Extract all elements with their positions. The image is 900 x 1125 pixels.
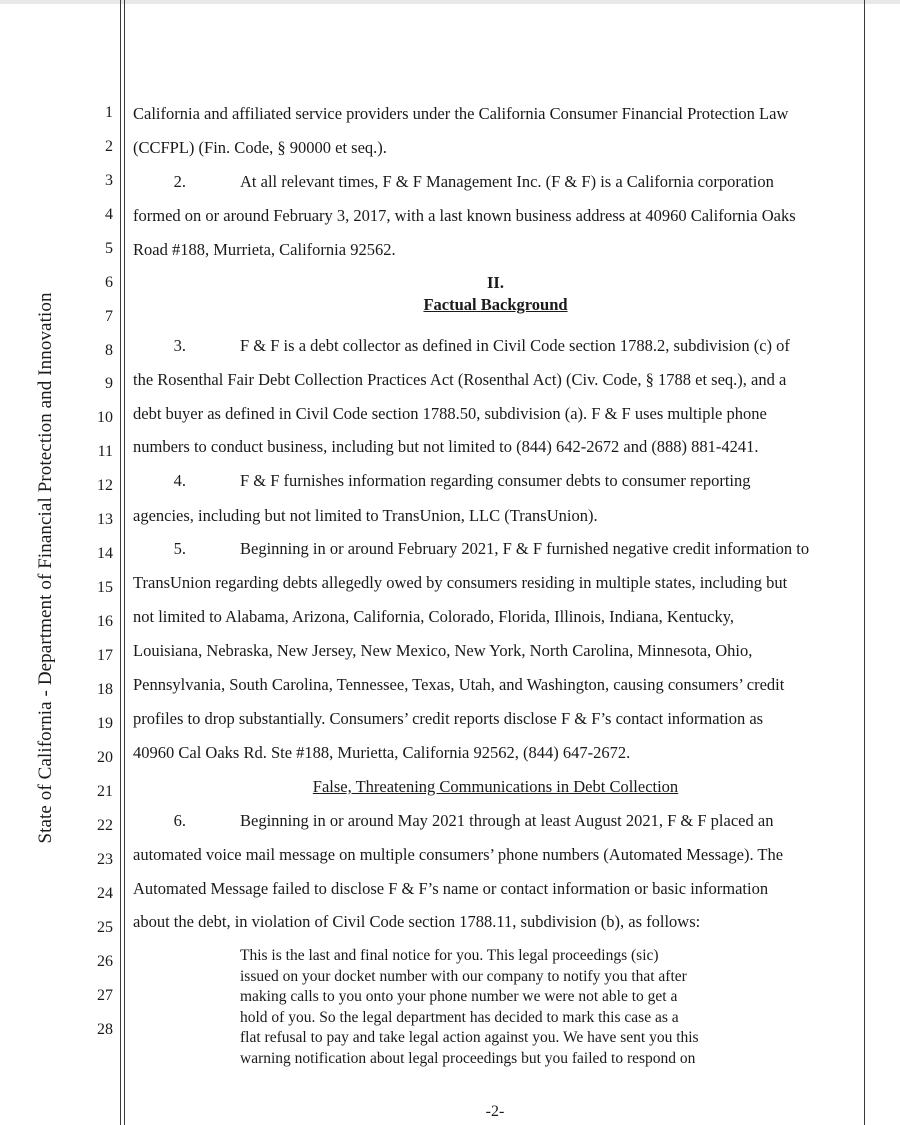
- paragraph-6-first-line: [133, 811, 773, 831]
- quote-line: warning notification about legal proceedings but you failed to respond on: [240, 1049, 696, 1067]
- line-number: 7: [105, 308, 113, 325]
- line-number: 17: [97, 647, 113, 664]
- line-number: 3: [105, 172, 113, 189]
- body-text: Beginning in or around May 2021 through at least August 2021, F & F placed an: [240, 811, 774, 830]
- line-number: 2: [105, 138, 113, 155]
- quote-line: This is the last and final notice for you. This legal proceedings (sic): [240, 947, 659, 964]
- body-text: Beginning in or around February 2021, F & F furnished negative credit information to: [240, 539, 810, 558]
- line-number: 20: [97, 749, 113, 766]
- body-line: Louisiana, Nebraska, New Jersey, New Mexico, New York, North Carolina, Minnesota, Ohio,: [133, 641, 753, 660]
- body-line: about the debt, in violation of Civil Code section 1788.11, subdivision (b), as follows:: [133, 912, 701, 931]
- body-line: formed on or around February 3, 2017, with a last known business address at 40960 California Oaks: [133, 206, 796, 225]
- body-line: (CCFPL) (Fin. Code, § 90000 et seq.).: [133, 138, 387, 157]
- body-line: Automated Message failed to disclose F & F’s name or contact information or basic information: [133, 879, 769, 898]
- page-top-edge: [0, 0, 900, 4]
- line-number: 24: [97, 885, 113, 902]
- quote-line: hold of you. So the legal department has decided to mark this case as a: [240, 1008, 679, 1026]
- line-number: 25: [97, 919, 113, 936]
- subheading: False, Threatening Communications in Debt Collection: [312, 777, 679, 796]
- line-number: 26: [97, 953, 113, 970]
- line-number: 8: [105, 342, 113, 359]
- line-number: 14: [97, 545, 113, 562]
- block-quote: [240, 946, 699, 1069]
- body-line: the Rosenthal Fair Debt Collection Practices Act (Rosenthal Act) (Civ. Code, § 1788 et seq.), and a: [133, 370, 787, 389]
- body-text: At all relevant times, F & F Management Inc. (F & F) is a California corporation: [240, 172, 774, 191]
- line-number: 16: [97, 613, 113, 630]
- body-line: TransUnion regarding debts allegedly owed by consumers residing in multiple states, including but: [133, 573, 788, 592]
- paragraph-number: 5.: [173, 539, 186, 558]
- line-number: 9: [105, 375, 113, 392]
- quote-line: issued on your docket number with our company to notify you that after: [240, 967, 687, 985]
- line-number: 18: [97, 681, 113, 698]
- paragraph-number: 2.: [173, 172, 186, 191]
- body-line: automated voice mail message on multiple consumers’ phone numbers (Automated Message). The: [133, 845, 784, 864]
- line-number: 27: [97, 987, 113, 1004]
- paragraph-number: 3.: [173, 336, 186, 355]
- paragraph-2-first-line: [133, 172, 774, 192]
- quote-line: making calls to you onto your phone number we were not able to get a: [240, 988, 678, 1005]
- paragraph-number: 6.: [173, 811, 186, 830]
- line-number: 5: [105, 240, 113, 257]
- line-number: 10: [97, 409, 113, 426]
- section-title: Factual Background: [423, 295, 568, 314]
- paragraph-number: 4.: [173, 471, 186, 490]
- line-number: 11: [97, 443, 113, 460]
- body-line: Pennsylvania, South Carolina, Tennessee, Texas, Utah, and Washington, causing consumers’ credit: [133, 675, 785, 694]
- body-line: debt buyer as defined in Civil Code section 1788.50, subdivision (a). F & F uses multiple phone: [133, 404, 767, 423]
- body-line: California and affiliated service providers under the California Consumer Financial Protection Law: [133, 104, 789, 123]
- paragraph-4-first-line: [133, 471, 751, 491]
- line-number: 4: [105, 206, 113, 223]
- body-text: F & F furnishes information regarding consumer debts to consumer reporting: [240, 471, 751, 490]
- line-number: 23: [97, 851, 113, 868]
- body-line: 40960 Cal Oaks Rd. Ste #188, Murietta, California 92562, (844) 647-2672.: [133, 743, 631, 762]
- body-line: numbers to conduct business, including but not limited to (844) 642-2672 and (888) 881-4241.: [133, 437, 759, 456]
- page-number: -2-: [485, 1103, 505, 1120]
- line-number: 21: [97, 783, 113, 800]
- section-number: II.: [487, 273, 504, 292]
- line-number: 19: [97, 715, 113, 732]
- paragraph-5-first-line: [133, 539, 809, 559]
- body-line: Road #188, Murrieta, California 92562.: [133, 240, 396, 259]
- line-number: 22: [97, 817, 113, 834]
- quote-line: flat refusal to pay and take legal action against you. We have sent you this: [240, 1029, 699, 1046]
- body-text: F & F is a debt collector as defined in Civil Code section 1788.2, subdivision (c) of: [240, 336, 790, 355]
- line-number: 6: [105, 274, 113, 291]
- line-number: 28: [97, 1021, 113, 1038]
- line-number: 1: [105, 104, 113, 121]
- paragraph-3-first-line: [133, 336, 790, 356]
- left-margin-rule-outer: [120, 0, 121, 1125]
- agency-sidebar-text: State of California - Department of Financial Protection and Innovation: [35, 292, 56, 844]
- body-line: not limited to Alabama, Arizona, California, Colorado, Florida, Illinois, Indiana, Kentucky,: [133, 607, 735, 626]
- line-number: 12: [97, 477, 113, 494]
- body-line: profiles to drop substantially. Consumers’ credit reports disclose F & F’s contact information as: [133, 709, 764, 728]
- body-line: agencies, including but not limited to TransUnion, LLC (TransUnion).: [133, 506, 598, 525]
- right-margin-rule: [864, 0, 865, 1125]
- left-margin-rule-inner: [124, 0, 125, 1125]
- line-number: 13: [97, 511, 113, 528]
- line-number: 15: [97, 579, 113, 596]
